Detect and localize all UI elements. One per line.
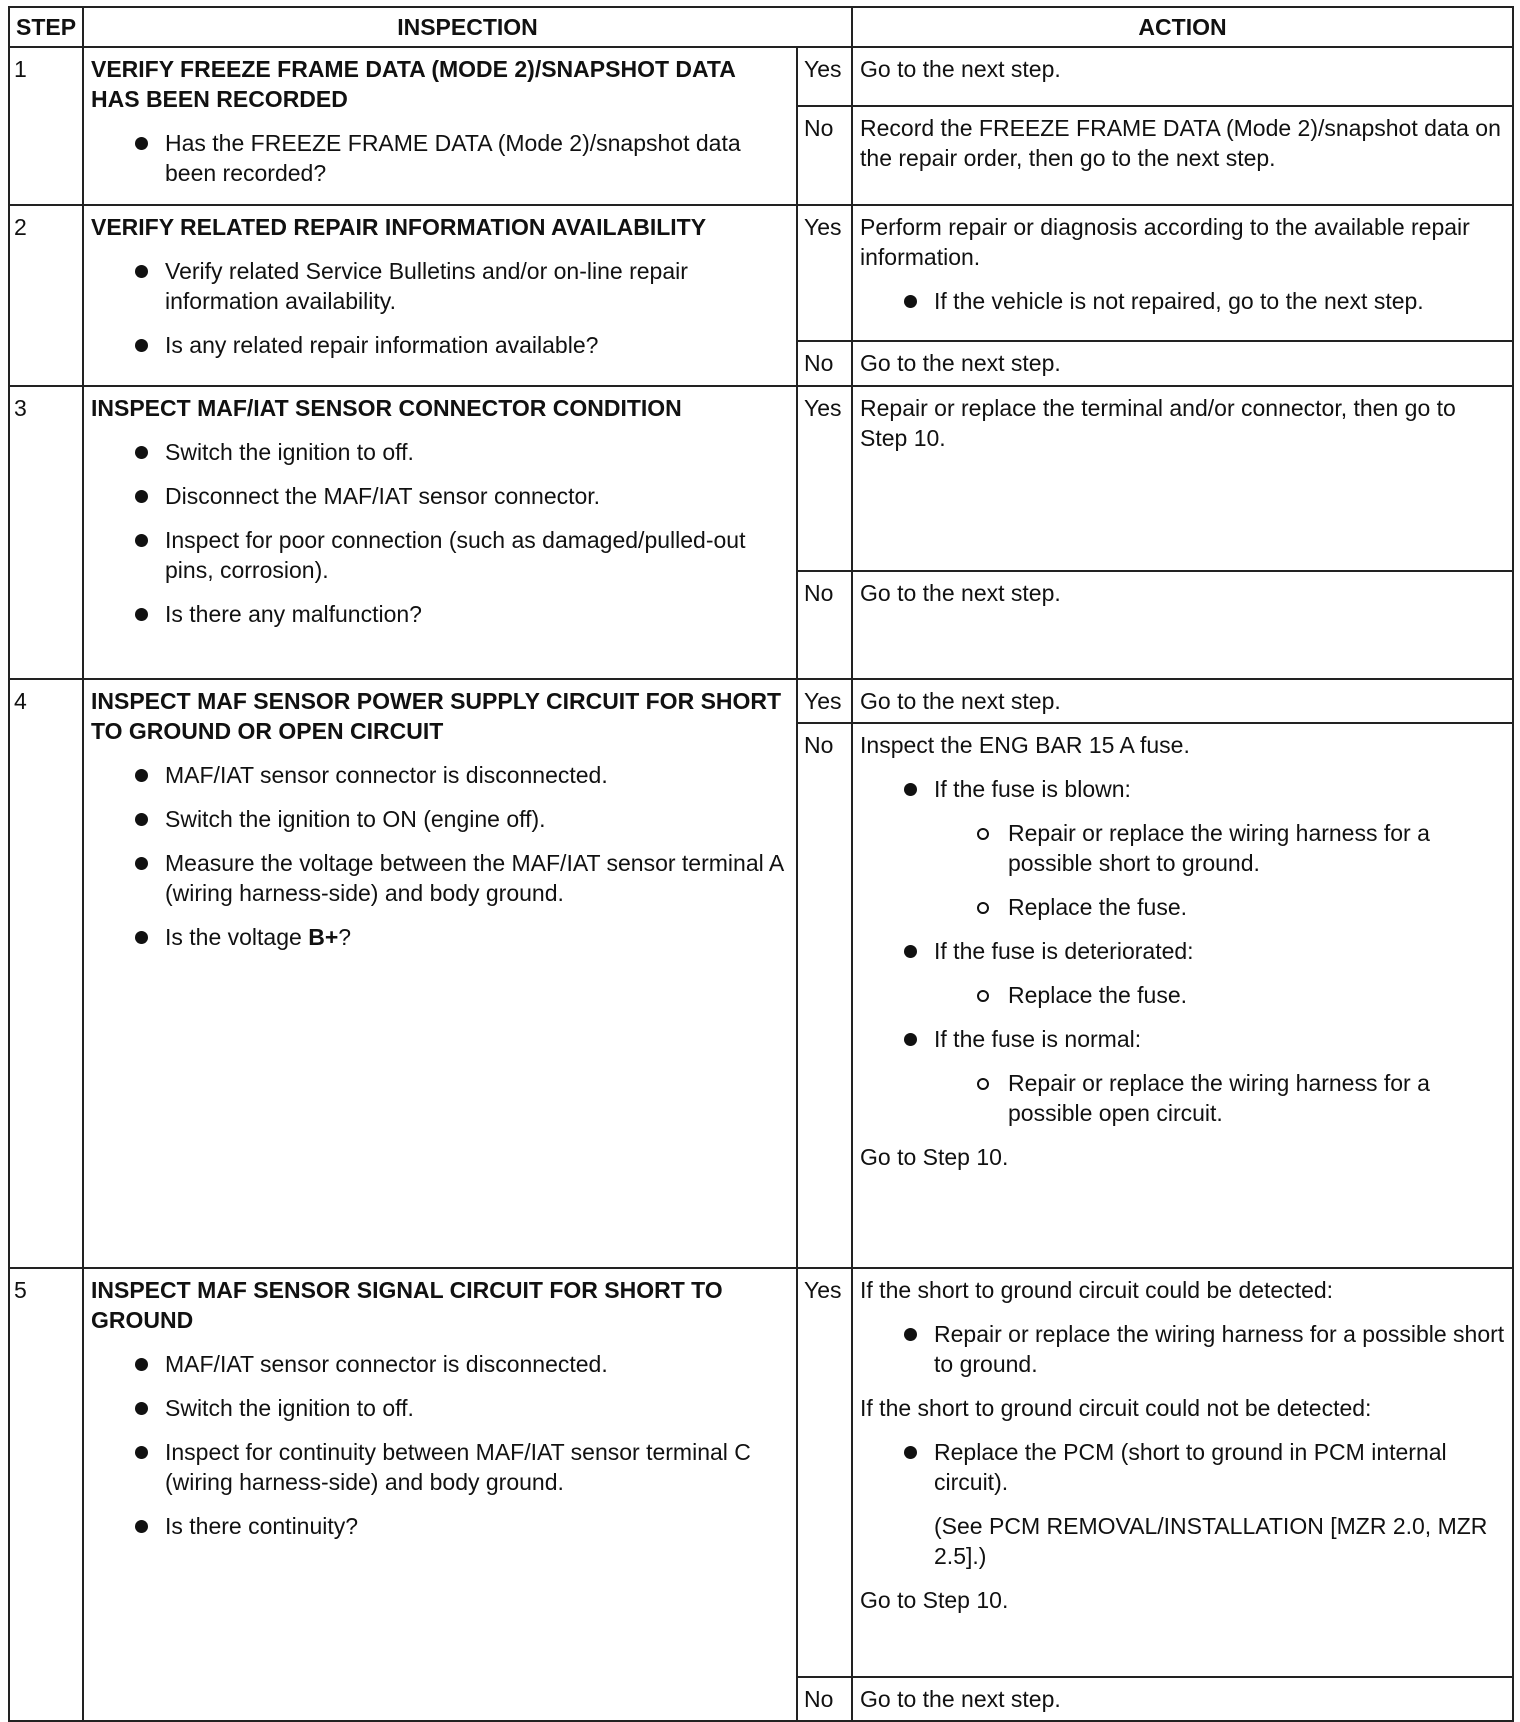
yes-action: Go to the next step. bbox=[852, 47, 1513, 106]
inspection-question: Is there continuity? bbox=[165, 1511, 789, 1541]
step-number: 3 bbox=[9, 386, 83, 679]
action-bullet: Replace the PCM (short to ground in PCM internal circuit). bbox=[934, 1437, 1505, 1497]
no-label: No bbox=[797, 571, 852, 679]
inspection-bullet: Switch the ignition to off. bbox=[165, 437, 789, 467]
action-sub-bullet: Replace the fuse. bbox=[1008, 892, 1505, 922]
step-number: 2 bbox=[9, 205, 83, 386]
inspection-bullet: MAF/IAT sensor connector is disconnected. bbox=[165, 1349, 789, 1379]
action-text: If the short to ground circuit could be detected: bbox=[860, 1277, 1334, 1303]
question-value: B+ bbox=[308, 924, 339, 950]
inspection-question bbox=[165, 922, 789, 952]
no-label: No bbox=[797, 723, 852, 1268]
yes-label: Yes bbox=[797, 205, 852, 341]
yes-label: Yes bbox=[797, 1268, 852, 1677]
inspection-bullet: Verify related Service Bulletins and/or on-line repair information availability. bbox=[165, 256, 789, 316]
step-2-yes-row bbox=[9, 205, 1513, 341]
action-sub-bullet: Repair or replace the wiring harness for a possible open circuit. bbox=[1008, 1068, 1505, 1128]
action-outro: Go to Step 10. bbox=[860, 1144, 1009, 1170]
no-action: Record the FREEZE FRAME DATA (Mode 2)/snapshot data on the repair order, then go to the next step. bbox=[852, 106, 1513, 205]
step-inspection bbox=[83, 205, 797, 386]
yes-action bbox=[852, 205, 1513, 341]
header-row bbox=[9, 7, 1513, 47]
inspection-question: Is there any malfunction? bbox=[165, 599, 789, 629]
action-text: Inspect the ENG BAR 15 A fuse. bbox=[860, 732, 1190, 758]
step-number: 4 bbox=[9, 679, 83, 1268]
yes-action: Go to the next step. bbox=[852, 679, 1513, 723]
action-text: Perform repair or diagnosis according to the available repair information. bbox=[860, 214, 1470, 270]
inspection-bullet: Inspect for poor connection (such as damaged/pulled-out pins, corrosion). bbox=[165, 525, 789, 585]
step-4-yes-row bbox=[9, 679, 1513, 723]
no-label: No bbox=[797, 106, 852, 205]
step-5-yes-row bbox=[9, 1268, 1513, 1677]
fuse-condition: If the fuse is blown: bbox=[934, 776, 1131, 802]
inspection-bullet: Measure the voltage between the MAF/IAT sensor terminal A (wiring harness-side) and body ground. bbox=[165, 848, 789, 908]
step-1-yes-row bbox=[9, 47, 1513, 106]
inspection-bullet: Has the FREEZE FRAME DATA (Mode 2)/snapshot data been recorded? bbox=[165, 128, 789, 188]
step-inspection bbox=[83, 1268, 797, 1721]
step-title: VERIFY RELATED REPAIR INFORMATION AVAILABILITY bbox=[91, 214, 707, 240]
header-action: ACTION bbox=[852, 7, 1513, 47]
step-inspection bbox=[83, 47, 797, 205]
action-sub-bullet: Replace the fuse. bbox=[1008, 980, 1505, 1010]
step-inspection bbox=[83, 386, 797, 679]
header-step: STEP bbox=[9, 7, 83, 47]
step-title: VERIFY FREEZE FRAME DATA (MODE 2)/SNAPSHOT DATA HAS BEEN RECORDED bbox=[91, 56, 736, 112]
no-label: No bbox=[797, 341, 852, 386]
header-inspection: INSPECTION bbox=[83, 7, 852, 47]
fuse-condition: If the fuse is normal: bbox=[934, 1026, 1142, 1052]
no-action: Go to the next step. bbox=[852, 571, 1513, 679]
yes-action: Repair or replace the terminal and/or connector, then go to Step 10. bbox=[852, 386, 1513, 571]
inspection-bullet: Disconnect the MAF/IAT sensor connector. bbox=[165, 481, 789, 511]
action-bullet: Repair or replace the wiring harness for a possible short to ground. bbox=[934, 1321, 1505, 1377]
step-title: INSPECT MAF SENSOR SIGNAL CIRCUIT FOR SHORT TO GROUND bbox=[91, 1277, 723, 1333]
yes-label: Yes bbox=[797, 679, 852, 723]
inspection-bullet: Switch the ignition to off. bbox=[165, 1393, 789, 1423]
action-bullet bbox=[934, 936, 1505, 1010]
step-number: 1 bbox=[9, 47, 83, 205]
inspection-bullet: Inspect for continuity between MAF/IAT sensor terminal C (wiring harness-side) and body ground. bbox=[165, 1437, 789, 1497]
fuse-condition: If the fuse is deteriorated: bbox=[934, 938, 1194, 964]
action-bullet: If the vehicle is not repaired, go to the next step. bbox=[934, 286, 1505, 316]
action-outro: Go to Step 10. bbox=[860, 1587, 1009, 1613]
action-text: If the short to ground circuit could not be detected: bbox=[860, 1395, 1372, 1421]
action-bullet bbox=[934, 774, 1505, 922]
action-bullet bbox=[934, 1024, 1505, 1128]
diagnostic-table bbox=[8, 6, 1514, 1722]
no-action: Go to the next step. bbox=[852, 1677, 1513, 1721]
step-number: 5 bbox=[9, 1268, 83, 1721]
no-label: No bbox=[797, 1677, 852, 1721]
yes-action bbox=[852, 1268, 1513, 1677]
question-text: Is the voltage bbox=[165, 924, 309, 950]
inspection-bullet: MAF/IAT sensor connector is disconnected. bbox=[165, 760, 789, 790]
reference-link: (See PCM REMOVAL/INSTALLATION [MZR 2.0, MZR 2.5].) bbox=[934, 1513, 1488, 1569]
step-title: INSPECT MAF/IAT SENSOR CONNECTOR CONDITION bbox=[91, 395, 682, 421]
question-mark: ? bbox=[338, 924, 352, 950]
step-3-yes-row bbox=[9, 386, 1513, 571]
no-action bbox=[852, 723, 1513, 1268]
inspection-bullet: Switch the ignition to ON (engine off). bbox=[165, 804, 789, 834]
action-sub-bullet: Repair or replace the wiring harness for a possible short to ground. bbox=[1008, 818, 1505, 878]
step-title: INSPECT MAF SENSOR POWER SUPPLY CIRCUIT FOR SHORT TO GROUND OR OPEN CIRCUIT bbox=[91, 688, 782, 744]
inspection-question: Is any related repair information available? bbox=[165, 330, 789, 360]
yes-label: Yes bbox=[797, 47, 852, 106]
yes-label: Yes bbox=[797, 386, 852, 571]
step-inspection bbox=[83, 679, 797, 1268]
no-action: Go to the next step. bbox=[852, 341, 1513, 386]
